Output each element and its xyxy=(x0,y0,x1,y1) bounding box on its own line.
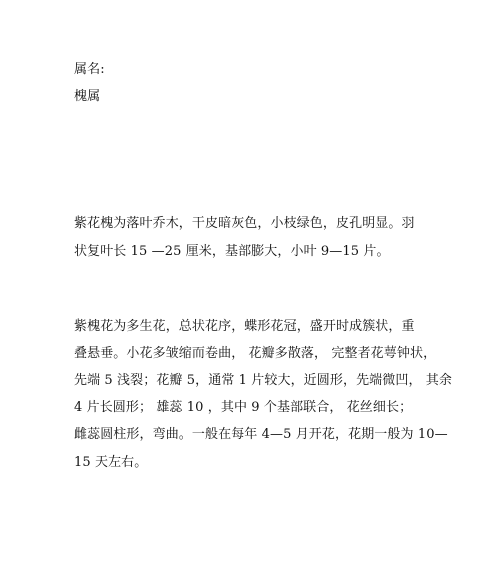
genus-value: 槐属 xyxy=(74,89,101,104)
paragraph-line: 紫槐花为多生花，总状花序，蝶形花冠，盛开时成簇状，重 xyxy=(74,319,415,334)
paragraph-line: 先端 5 浅裂；花瓣 5，通常 1 片较大，近圆形，先端微凹， 其余 xyxy=(74,373,453,388)
paragraph-line: 15 天左右。 xyxy=(74,455,148,470)
genus-label: 属名: xyxy=(74,62,105,77)
paragraph-line: 紫花槐为落叶乔木，干皮暗灰色，小枝绿色，皮孔明显。羽 xyxy=(74,216,415,231)
paragraph-line: 雌蕊圆柱形，弯曲。一般在每年 4—5 月开花，花期一般为 10— xyxy=(74,427,448,442)
paragraph-line: 状复叶长 15 —25 厘米，基部膨大，小叶 9—15 片。 xyxy=(74,244,390,259)
paragraph-line: 4 片长圆形； 雄蕊 10 ，其中 9 个基部联合， 花丝细长； xyxy=(74,400,413,415)
paragraph-line: 叠悬垂。小花多皱缩而卷曲， 花瓣多散落， 完整者花萼钟状， xyxy=(74,346,437,361)
